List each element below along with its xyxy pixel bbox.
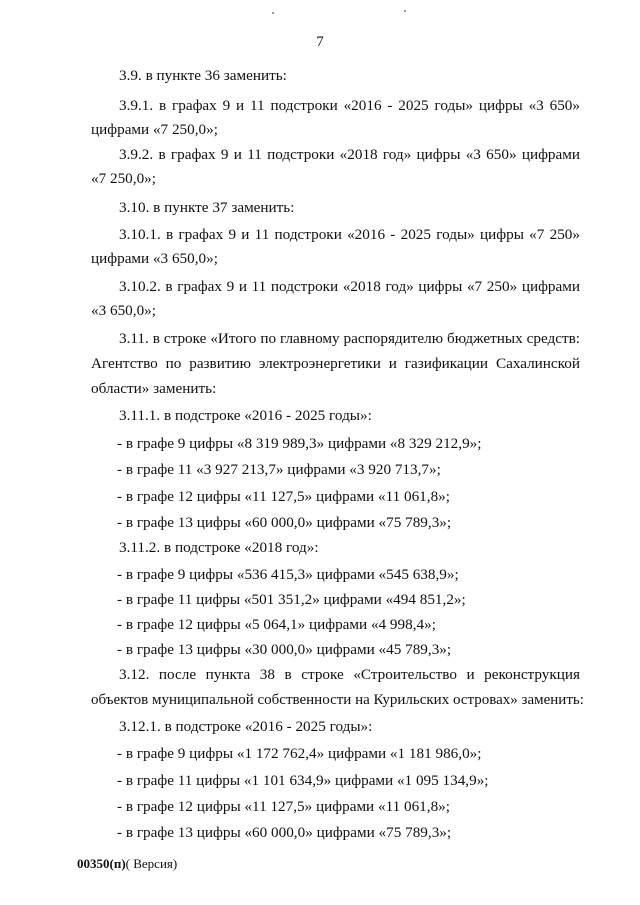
list-item: - в графе 9 цифры «536 415,3» цифрами «545 638,9»; (117, 566, 459, 583)
document-footer (77, 856, 177, 872)
paragraph-3-10-2: 3.10.2. в графах 9 и 11 подстроки «2018 год» цифры «7 250» цифрами (119, 278, 580, 295)
document-version-label: ( Версия) (125, 856, 178, 871)
list-item: - в графе 9 цифры «1 172 762,4» цифрами «1 181 986,0»; (117, 745, 482, 762)
paragraph-3-9-2-cont: «7 250,0»; (91, 170, 156, 187)
paragraph-3-9-1: 3.9.1. в графах 9 и 11 подстроки «2016 - 2025 годы» цифры «3 650» (119, 97, 580, 114)
paragraph-3-10-1: 3.10.1. в графах 9 и 11 подстроки «2016 - 2025 годы» цифры «7 250» (119, 226, 580, 243)
page-number: 7 (316, 34, 324, 50)
paragraph-3-10: 3.10. в пункте 37 заменить: (119, 199, 295, 216)
paragraph-3-11-1: 3.11.1. в подстроке «2016 - 2025 годы»: (119, 407, 372, 424)
list-item: - в графе 9 цифры «8 319 989,3» цифрами «8 329 212,9»; (117, 435, 482, 452)
list-item: - в графе 12 цифры «11 127,5» цифрами «11 061,8»; (117, 488, 450, 505)
paragraph-3-12: 3.12. после пункта 38 в строке «Строительство и реконструкция (119, 666, 580, 683)
paragraph-3-12-1: 3.12.1. в подстроке «2016 - 2025 годы»: (119, 718, 373, 735)
paragraph-3-11: 3.11. в строке «Итого по главному распорядителю бюджетных средств: (119, 330, 580, 347)
list-item: - в графе 13 цифры «30 000,0» цифрами «45 789,3»; (117, 641, 452, 658)
list-item: - в графе 12 цифры «11 127,5» цифрами «11 061,8»; (117, 798, 450, 815)
paragraph-3-10-1-cont: цифрами «3 650,0»; (91, 250, 218, 267)
list-item: - в графе 13 цифры «60 000,0» цифрами «75 789,3»; (117, 514, 452, 531)
paragraph-3-9-2: 3.9.2. в графах 9 и 11 подстроки «2018 год» цифры «3 650» цифрами (119, 146, 580, 163)
list-item: - в графе 13 цифры «60 000,0» цифрами «75 789,3»; (117, 824, 452, 841)
list-item: - в графе 11 цифры «1 101 634,9» цифрами «1 095 134,9»; (117, 772, 489, 789)
list-item: - в графе 11 «3 927 213,7» цифрами «3 920 713,7»; (117, 461, 441, 478)
document-code: 00350(п) (77, 856, 126, 871)
paragraph-3-12-cont: объектов муниципальной собственности на Курильских островах» заменить: (91, 692, 584, 708)
scan-speck (404, 10, 406, 12)
paragraph-3-11-cont-2: области» заменить: (91, 380, 217, 397)
list-item: - в графе 11 цифры «501 351,2» цифрами «494 851,2»; (117, 591, 466, 608)
paragraph-3-10-2-cont: «3 650,0»; (91, 302, 156, 319)
list-item: - в графе 12 цифры «5 064,1» цифрами «4 998,4»; (117, 616, 436, 633)
paragraph-3-11-cont-1: Агентство по развитию электроэнергетики и газификации Сахалинской (91, 355, 580, 372)
paragraph-3-11-2: 3.11.2. в подстроке «2018 год»: (119, 539, 319, 556)
paragraph-3-9-1-cont: цифрами «7 250,0»; (91, 121, 218, 138)
scan-speck (272, 12, 274, 14)
paragraph-3-9: 3.9. в пункте 36 заменить: (119, 67, 287, 84)
